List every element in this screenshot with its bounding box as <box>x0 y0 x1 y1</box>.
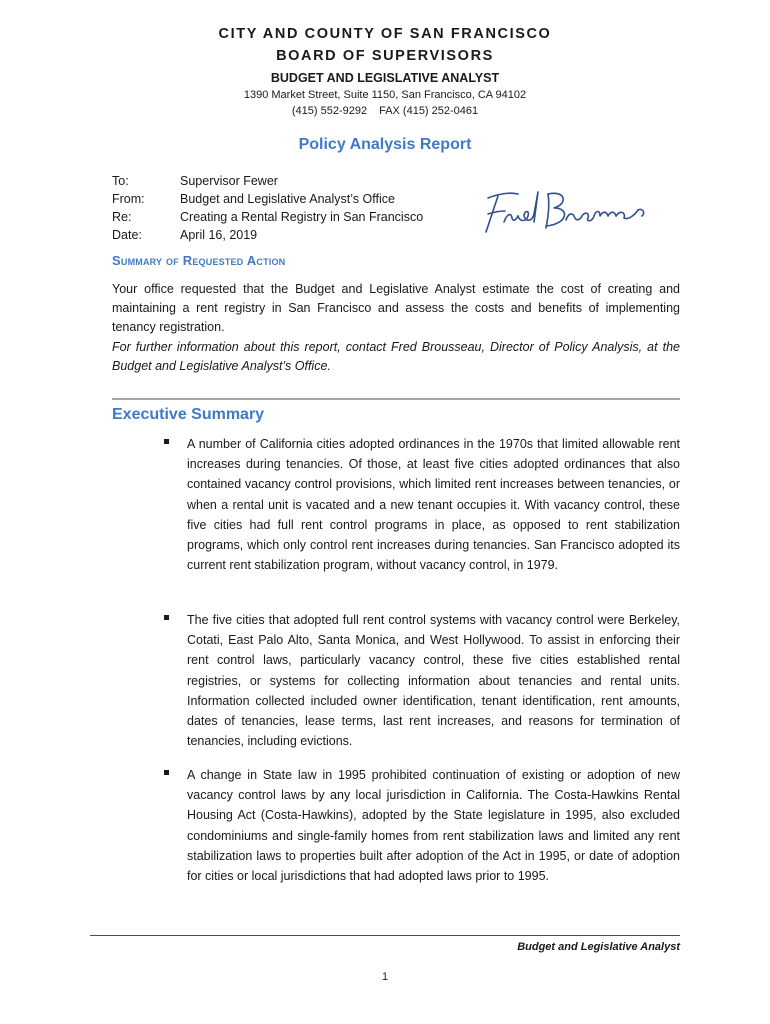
office-address: 1390 Market Street, Suite 1150, San Francisco, CA 94102 <box>243 89 527 101</box>
bullet-text: A change in State law in 1995 prohibited continuation of existing or adoption of new vacancy control laws by any local jurisdiction in California. The Costa-Hawkins Rental Housing Act (Costa-Hawkins), adopted by the State legislature in 1995, also excluded condominiums and single-family homes from rent stabilization laws and limited any rent stabilization laws to properties built after adoption of the Act in 1995, or date of adoption for cities or local jurisdictions that had adopted laws prior to 1995. <box>187 768 680 884</box>
office-name: BUDGET AND LEGISLATIVE ANALYST <box>270 71 500 85</box>
memo-row-re <box>112 208 423 226</box>
section-divider <box>112 398 680 400</box>
memo-label: Re: <box>112 210 132 224</box>
report-title: Policy Analysis Report <box>298 136 472 153</box>
phone-number: (415) 552-9292 <box>291 105 368 117</box>
summary-paragraph: Your office requested that the Budget and Legislative Analyst estimate the cost of creating and maintaining a rent registry in San Francisco and assess the costs and benefits of implementing tenancy registration. <box>112 282 680 334</box>
contact-numbers <box>0 105 770 117</box>
org-title-line2: BOARD OF SUPERVISORS <box>276 48 494 64</box>
page-number: 1 <box>381 971 389 983</box>
memo-row-to <box>112 172 423 190</box>
list-item <box>164 765 680 886</box>
memo-value: Budget and Legislative Analyst’s Office <box>180 192 395 206</box>
memo-row-date <box>112 226 423 244</box>
memo-block <box>112 172 423 244</box>
org-title-line1: CITY AND COUNTY OF SAN FRANCISCO <box>218 26 552 42</box>
bullet-icon <box>164 615 169 620</box>
bullet-icon <box>164 770 169 775</box>
memo-value: Creating a Rental Registry in San Francisco <box>180 210 424 224</box>
list-item <box>164 434 680 575</box>
bullet-icon <box>164 439 169 444</box>
memo-label: Date: <box>112 228 142 242</box>
memo-row-from <box>112 190 423 208</box>
memo-label: To: <box>112 174 129 188</box>
fax-number: FAX (415) 252-0461 <box>379 105 479 117</box>
bullet-text: A number of California cities adopted ordinances in the 1970s that limited allowable rent increases during tenancies. Of those, at least five cities adopted ordinances that also contained vacancy control provisions, which limited rent increases between tenancies, or when a rental unit is vacated and a new tenant occupies it. With vacancy control, these five cities had full rent control programs in place, as opposed to rent stabilization programs, which only control rent increases during tenancies. San Francisco adopted its current rent stabilization program, without vacancy control, in 1979. <box>187 437 680 573</box>
memo-label: From: <box>112 192 145 206</box>
footer-text: Budget and Legislative Analyst <box>517 941 680 953</box>
list-item <box>164 610 680 751</box>
executive-summary-heading: Executive Summary <box>112 406 265 423</box>
footer-rule <box>90 935 680 936</box>
memo-value: April 16, 2019 <box>180 228 258 242</box>
handwritten-signature <box>474 186 654 238</box>
contact-paragraph: For further information about this report, contact Fred Brousseau, Director of Policy Analysis, at the Budget and Legislative Analyst’s Office. <box>112 340 680 373</box>
bullet-text: The five cities that adopted full rent control systems with vacancy control were Berkeley, Cotati, East Palo Alto, Santa Monica, and West Hollywood. To assist in enforcing their rent control laws, particularly vacancy control, these five cities established rental registries, or systems for collecting information about tenancies and rental units. Information collected included owner identification, tenant identification, rent amounts, dates of tenancies, lease terms, last rent increases, and reasons for termination of tenancies, including evictions. <box>187 613 680 749</box>
summary-heading: Summary of Requested Action <box>112 253 286 268</box>
memo-value: Supervisor Fewer <box>180 174 278 188</box>
